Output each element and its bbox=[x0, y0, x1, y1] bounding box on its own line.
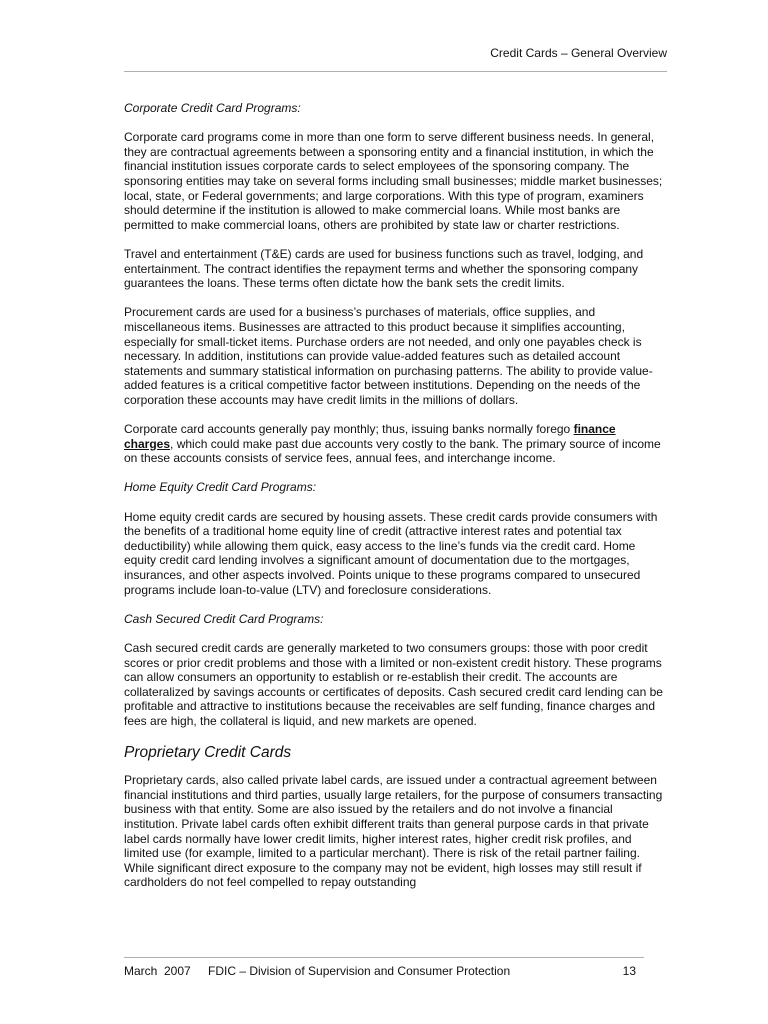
corporate-programs-paragraph-4 bbox=[124, 422, 668, 466]
footer-divider bbox=[124, 957, 644, 958]
corporate-programs-paragraph-2: Travel and entertainment (T&E) cards are used for business functions such as travel, lodging, and entertainment. The contract identifies the repayment terms and whether the sponsoring company guarantees the loans. These terms often dictate how the bank sets the credit limits. bbox=[124, 246, 644, 291]
corporate-programs-paragraph-1: Corporate card programs come in more than one form to serve different business needs. In general, they are contractual agreements between a sponsoring entity and a financial institution, in which the financial institution issues corporate cards to select employees of the sponsoring company. The sponsoring entities may take on several forms including small businesses; middle market businesses; local, state, or Federal governments; and large corporations. With this type of program, examiners should determine if the institution is allowed to make commercial loans. While most banks are permitted to make commercial loans, others are prohibited by state law or charter restrictions. bbox=[124, 130, 663, 232]
cash-secured-programs-heading: Cash Secured Credit Card Programs: bbox=[124, 611, 324, 626]
page-body bbox=[124, 101, 668, 904]
corporate-programs-paragraph-3: Procurement cards are used for a business’s purchases of materials, office supplies, and miscellaneous items. Businesses are attracted to this product because it simplifies accounting, especially for small-ticket items. Purchase orders are not needed, and only one payables check is necessary. In addition, institutions can provide value-added features such as detailed account statements and summary statistical information on purchasing patterns. The ability to provide value-added features is a critical competitive factor between institutions. Depending on the needs of the corporation these accounts may have credit limits in the millions of dollars. bbox=[124, 305, 653, 407]
finance-charges-link[interactable]: finance charges bbox=[124, 422, 616, 451]
corporate-p4-text-before: Corporate card accounts generally pay monthly; thus, issuing banks normally forego bbox=[124, 422, 574, 437]
running-header: Credit Cards – General Overview bbox=[490, 46, 667, 60]
footer-date: March 2007 bbox=[124, 964, 191, 978]
proprietary-cards-heading: Proprietary Credit Cards bbox=[124, 744, 292, 762]
home-equity-programs-heading: Home Equity Credit Card Programs: bbox=[124, 480, 317, 495]
corporate-programs-heading: Corporate Credit Card Programs: bbox=[124, 101, 301, 115]
header-divider bbox=[124, 71, 667, 72]
proprietary-cards-paragraph: Proprietary cards, also called private label cards, are issued under a contractual agreement between financial institutions and third parties, usually large retailers, for the purpose of consumers transacting business with that entity. Some are also issued by the retailers and do not involve a financial institution. Private label cards often exhibit different traits than general purpose cards in that private label cards normally have lower credit limits, higher interest rates, higher credit risk profiles, and limited use (for example, limited to a particular merchant). There is risk of the retail partner failing. While significant direct exposure to the company may not be evident, high losses may still result if cardholders do not feel compelled to repay outstanding bbox=[124, 773, 663, 890]
home-equity-paragraph: Home equity credit cards are secured by housing assets. These credit cards provide consumers with the benefits of a traditional home equity line of credit (attractive interest rates and potential tax deductibility) while allowing them quick, easy access to the line’s funds via the credit card. Home equity credit card lending involves a significant amount of documentation due to the mortgages, insurances, and other aspects involved. Points unique to these programs compared to unsecured programs include loan-to-value (LTV) and foreclosure considerations. bbox=[124, 509, 658, 597]
footer-agency: FDIC – Division of Supervision and Consumer Protection bbox=[208, 964, 511, 978]
corporate-p4-text-after: , which could make past due accounts very costly to the bank. The primary source of income on these accounts consists of service fees, annual fees, and interchange income. bbox=[124, 436, 661, 466]
page-number: 13 bbox=[622, 964, 636, 978]
cash-secured-paragraph: Cash secured credit cards are generally marketed to two consumers groups: those with poor credit scores or prior credit problems and those with a limited or non-existent credit history. These programs can allow consumers an opportunity to establish or re-establish their credit. The accounts are collateralized by savings accounts or certificates of deposits. Cash secured credit card lending can be profitable and attractive to institutions because the receivables are self funding, finance charges and fees are high, the collateral is liquid, and new markets are opened. bbox=[124, 640, 663, 728]
